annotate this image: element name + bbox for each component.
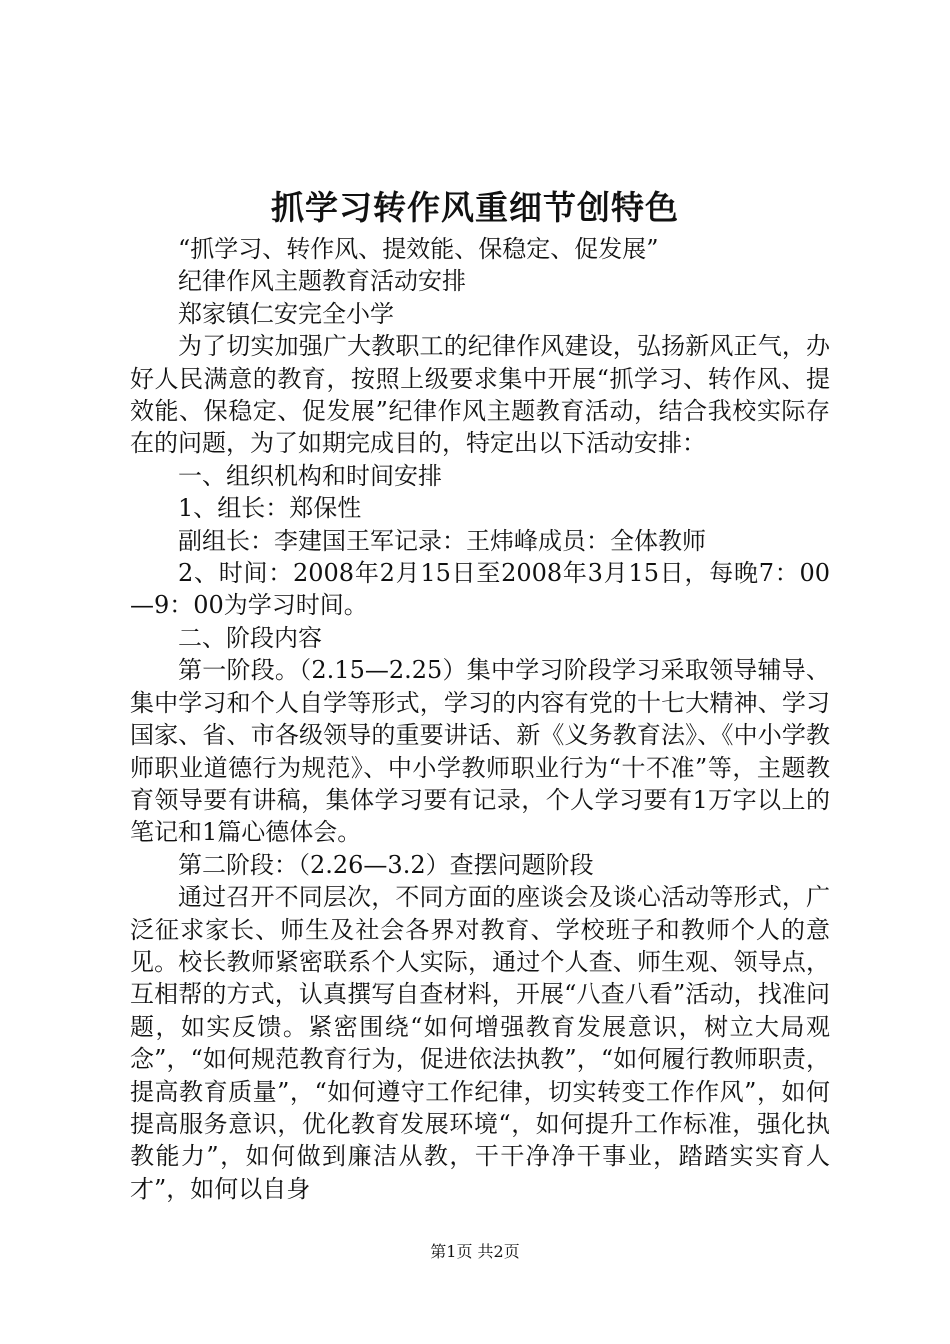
page-number-footer: 第1页 共2页 (430, 1242, 520, 1261)
group-leader-line: 1、组长：郑保性 (178, 494, 362, 523)
section-heading-stages: 二、阶段内容 (178, 623, 322, 652)
section-heading-organization: 一、组织机构和时间安排 (178, 461, 442, 490)
subtitle-activity: 纪律作风主题教育活动安排 (178, 267, 466, 296)
document-body (130, 233, 830, 1205)
subtitle-slogan: “抓学习、转作风、提效能、保稳定、促发展” (178, 235, 659, 263)
schedule-line: 2、时间：2008年2月15日至2008年3月15日，每晚7：00—9：00为学习时间。 (130, 559, 830, 620)
intro-paragraph: 为了切实加强广大教职工的纪律作风建设，弘扬新风正气，办好人民满意的教育，按照上级要求集中开展“抓学习、转作风、提效能、保稳定、促发展”纪律作风主题教育活动，结合我校实际存在的问题，为了如期完成目的，特定出以下活动安排： (130, 332, 830, 458)
group-members-line: 副组长：李建国王军记录：王炜峰成员：全体教师 (178, 526, 706, 555)
stage-two-heading: 第二阶段：（2.26—3.2）查摆问题阶段 (178, 850, 594, 879)
document-title: 抓学习转作风重细节创特色 (271, 188, 679, 227)
stage-two-paragraph: 通过召开不同层次，不同方面的座谈会及谈心活动等形式，广泛征求家长、师生及社会各界对教育、学校班子和教师个人的意见。校长教师紧密联系个人实际，通过个人查、师生观、领导点，互相帮的方式，认真撰写自查材料，开展“八查八看”活动，找准问题，如实反馈。紧密围绕“如何增强教育发展意识，树立大局观念”，“如何规范教育行为，促进依法执教”，“如何履行教师职责，提高教育质量”，“如何遵守工作纪律，切实转变工作作风”，如何提高服务意识，优化教育发展环境“，如何提升工作标准，强化执教能力”，如何做到廉洁从教，干干净净干事业，踏踏实实育人才”，如何以自身 (130, 883, 830, 1203)
stage-one-paragraph: 第一阶段。（2.15—2.25）集中学习阶段学习采取领导辅导、集中学习和个人自学等形式，学习的内容有党的十七大精神、学习国家、省、市各级领导的重要讲话、新《义务教育法》、《中小学教师职业道德行为规范》、中小学教师职业行为“十不准”等，主题教育领导要有讲稿，集体学习要有记录，个人学习要有1万字以上的笔记和1篇心德体会。 (130, 656, 830, 847)
school-name: 郑家镇仁安完全小学 (178, 299, 394, 328)
